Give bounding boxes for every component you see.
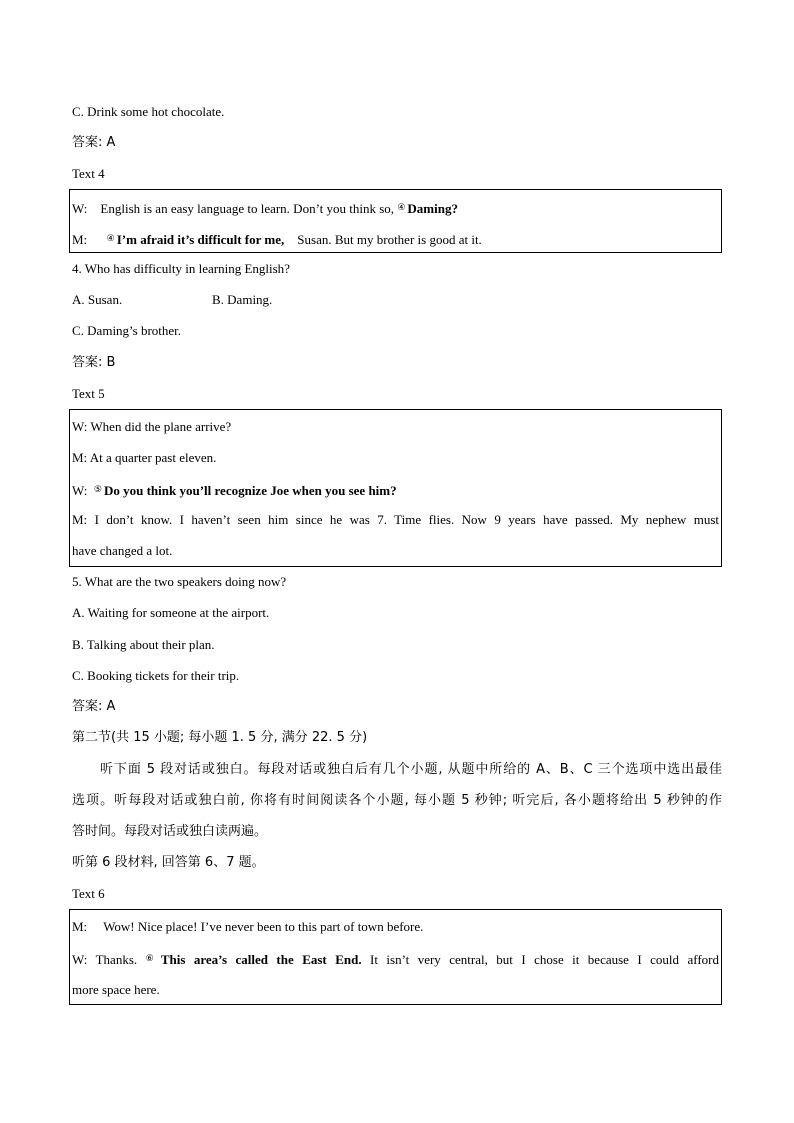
text4-title: Text 4 xyxy=(72,166,105,181)
text5-line-2: M: At a quarter past eleven. xyxy=(72,450,217,465)
circled-number-marker: ⑥ xyxy=(145,953,159,963)
text6-title: Text 6 xyxy=(72,886,105,901)
speaker-label: W: xyxy=(72,952,88,967)
question-5-option-a: A. Waiting for someone at the airport. xyxy=(72,605,270,620)
circled-number-marker: ④ xyxy=(106,233,115,243)
answer-label: 答案: A xyxy=(72,135,116,150)
text4-line-1 xyxy=(72,199,458,217)
question-5-option-b: B. Talking about their plan. xyxy=(72,637,215,652)
circled-number-marker: ④ xyxy=(397,202,406,212)
speaker-label: W: xyxy=(72,483,88,498)
question-5-option-c: C. Booking tickets for their trip. xyxy=(72,668,240,683)
question-4-option-c: C. Daming’s brother. xyxy=(72,323,182,338)
text5-line-5: have changed a lot. xyxy=(72,543,173,558)
text4-line-2 xyxy=(72,230,482,248)
key-phrase: I’m afraid it’s difficult for me, xyxy=(116,232,285,247)
option-c-previous: C. Drink some hot chocolate. xyxy=(72,104,225,119)
text6-line-3: more space here. xyxy=(72,982,160,997)
dialogue-text: Wow! Nice place! I’ve never been to this part of town before. xyxy=(103,919,424,934)
key-phrase: This area’s called the East End. xyxy=(160,952,362,967)
dialogue-text: Susan. But my brother is good at it. xyxy=(297,232,482,247)
instruction-paragraph-line-3: 答时间。每段对话或独白读两遍。 xyxy=(72,824,268,839)
question-5: 5. What are the two speakers doing now? xyxy=(72,574,287,589)
question-4-answer: 答案: B xyxy=(72,355,116,370)
speaker-label: W: xyxy=(72,201,88,216)
instruction-paragraph-line-2: 选项。听每段对话或独白前, 你将有时间阅读各个小题, 每小题 5 秒钟; 听完后, 各小题将给出 5 秒钟的作 xyxy=(72,793,722,808)
speaker-label: M: xyxy=(72,919,88,934)
text6-line-1 xyxy=(72,919,423,935)
question-5-answer: 答案: A xyxy=(72,699,116,714)
text5-title: Text 5 xyxy=(72,386,105,401)
question-4-option-a: A. Susan. xyxy=(72,292,123,307)
text6-dialogue-box xyxy=(69,909,722,1005)
circled-number-marker: ⑤ xyxy=(93,484,102,494)
instruction-paragraph-line-1: 听下面 5 段对话或独白。每段对话或独白后有几个小题, 从题中所给的 A、B、C 三个选项中选出最佳 xyxy=(100,762,722,777)
question-4: 4. Who has difficulty in learning English? xyxy=(72,261,290,276)
dialogue-text: Thanks. xyxy=(95,952,138,967)
text5-line-1: W: When did the plane arrive? xyxy=(72,419,232,434)
text6-line-2 xyxy=(72,950,719,968)
text5-line-3 xyxy=(72,481,397,499)
question-4-option-b: B. Daming. xyxy=(212,292,273,307)
dialogue-text: English is an easy language to learn. Don’t you think so, xyxy=(100,201,395,216)
key-phrase: Daming? xyxy=(407,201,458,216)
dialogue-text: It isn’t very central, but I chose it because I could afford xyxy=(370,952,719,967)
key-phrase: Do you think you’ll recognize Joe when you see him? xyxy=(103,483,397,498)
listening-instruction: 听第 6 段材料, 回答第 6、7 题。 xyxy=(72,855,265,870)
text5-line-4: M: I don’t know. I haven’t seen him since he was 7. Time flies. Now 9 years have passed. My nephew must xyxy=(72,512,719,527)
speaker-label: M: xyxy=(72,232,88,247)
section-heading: 第二节(共 15 小题; 每小题 1. 5 分, 满分 22. 5 分) xyxy=(72,730,368,745)
text4-dialogue-box xyxy=(69,189,722,253)
text5-dialogue-box xyxy=(69,409,722,567)
